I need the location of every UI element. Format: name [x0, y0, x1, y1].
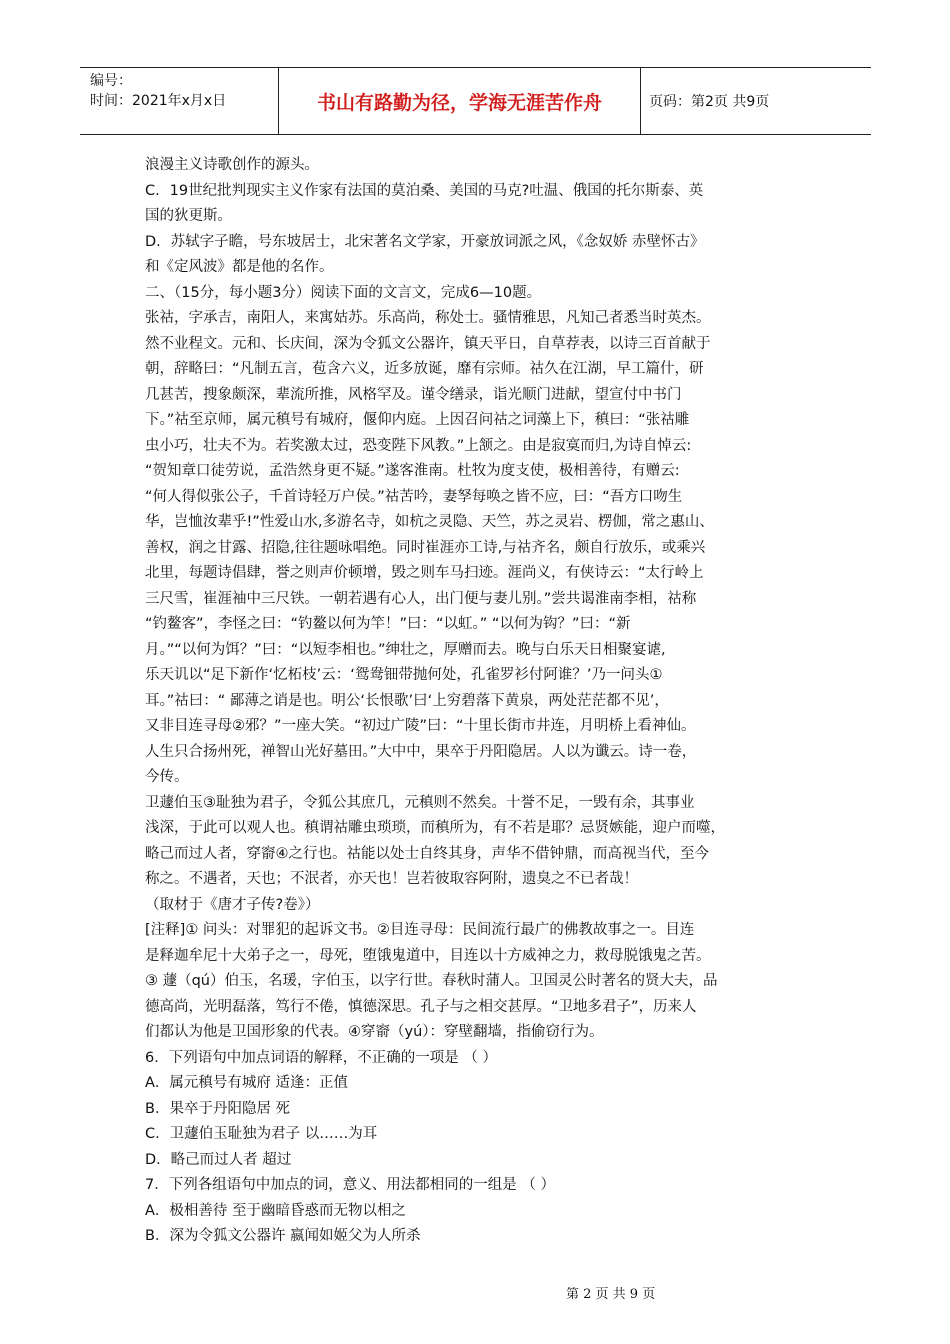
- text-line: 6．下列语句中加点词语的解释，不正确的一项是 （ ）: [145, 1049, 497, 1066]
- text-line: D．略己而过人者 超过: [145, 1151, 292, 1168]
- text-line: 国的狄更斯。: [145, 208, 232, 224]
- text-line: B．深为令狐文公器许 嬴闻如姬父为人所杀: [145, 1228, 421, 1244]
- text-line: 们都认为他是卫国形象的代表。④穿窬（yú）：穿壁翻墙，指偷窃行为。: [145, 1024, 604, 1040]
- text-line: [注释]① 问头：对罪犯的起诉文书。②目连寻母：民间流行最广的佛教故事之一。目连: [145, 922, 695, 938]
- text-line: 下。”祜至京师，属元稹号有城府，偃仰内庭。上因召问祜之词藻上下，稹曰：“张祜雕: [145, 412, 690, 428]
- text-line: （取材于《唐才子传?卷》）: [145, 896, 320, 913]
- footer-page-number: 第 2 页 共 9 页: [566, 1287, 656, 1302]
- text-line: 虫小巧，壮夫不为。若奖激太过，恐变陛下风教。”上颔之。由是寂寞而归,为诗自悼云:: [145, 437, 692, 454]
- page-header: [80, 67, 871, 135]
- text-line: 浅深，于此可以观人也。稹谓祜雕虫琐琐，而稹所为，有不若是耶？忌贤嫉能，迎户而噬，: [145, 820, 725, 836]
- text-line: 浪漫主义诗歌创作的源头。: [145, 157, 319, 173]
- text-line: 卫蘧伯玉③耻独为君子，令狐公其庶几，元稹则不然矣。十誉不足，一毁有余，其事业: [145, 794, 695, 811]
- text-line: “贺知章口徒劳说，孟浩然身更不疑。”遂客淮南。杜牧为度支使，极相善待，有赠云:: [145, 463, 680, 479]
- text-line: C．19世纪批判现实主义作家有法国的莫泊桑、美国的马克?吐温、俄国的托尔斯泰、英: [145, 182, 704, 199]
- text-line: 乐天讥以“足下新作‘忆柘枝’云：‘鸳鸯钿带抛何处，孔雀罗衫付阿谁？’乃一问头①: [145, 667, 663, 683]
- number-label: 编号：: [90, 73, 132, 89]
- text-line: C．卫蘧伯玉耻独为君子 以……为耳: [145, 1126, 378, 1142]
- text-line: A．属元稹号有城府 适逢：正值: [145, 1075, 349, 1091]
- text-line: 和《定风波》都是他的名作。: [145, 259, 334, 275]
- text-line: 又非目连寻母②邪？”一座大笑。“初过广陵”曰：“十里长街市井连，月明桥上看神仙。: [145, 718, 696, 734]
- text-line: 北里，每题诗倡肆，誉之则声价顿增，毁之则车马扫迹。涯尚义，有侠诗云：“太行岭上: [145, 565, 704, 581]
- header-motto: 书山有路勤为径，学海无涯苦作舟: [278, 68, 641, 134]
- text-line: 三尺雪，崔涯袖中三尺铁。一朝若遇有心人，出门便与妻儿别。”尝共谒淮南李相，祜称: [145, 590, 697, 607]
- text-line: 二、（15分，每小题3分）阅读下面的文言文，完成6—10题。: [145, 284, 542, 301]
- header-page-label: 页码：第2页 共9页: [649, 94, 770, 110]
- text-line: 善权，润之甘露、招隐,往往题咏唱绝。同时崔涯亦工诗,与祜齐名，颇自行放乐，或乘兴: [145, 539, 706, 556]
- text-line: 略己而过人者，穿窬④之行也。祜能以处士自终其身，声华不借钟鼎，而高视当代，至今: [145, 845, 709, 862]
- text-line: 7．下列各组语句中加点的词，意义、用法都相同的一组是 （ ）: [145, 1177, 555, 1193]
- text-line: “钓鳌客”，李怪之曰：“钓鳌以何为竿！”曰：“以虹。” “以何为钩？”曰：“新: [145, 616, 631, 632]
- text-line: “何人得似张公子，千首诗轻万户侯。”祜苦吟，妻孥每唤之皆不应，曰：“吾方口吻生: [145, 488, 683, 505]
- text-line: 人生只合扬州死，禅智山光好墓田。”大中中，果卒于丹阳隐居。人以为谶云。诗一卷，: [145, 743, 697, 760]
- text-line: 华，岂恤汝辈乎!”性爱山水,多游名寺，如杭之灵隐、天竺，苏之灵岩、楞伽，常之惠山、: [145, 514, 714, 530]
- text-line: 是释迦牟尼十大弟子之一，母死，堕饿鬼道中，目连以十方威神之力，救母脱饿鬼之苦。: [145, 947, 711, 964]
- text-line: D．苏轼字子瞻，号东坡居士，北宋著名文学家，开豪放词派之风，《念奴娇 赤壁怀古》: [145, 233, 705, 250]
- text-line: 张祜，字承吉，南阳人，来寓姑苏。乐高尚，称处士。骚情雅思，凡知己者悉当时英杰。: [145, 310, 711, 326]
- text-line: 今传。: [145, 769, 189, 785]
- document-body: [145, 153, 810, 1250]
- text-line: 月。”“以何为饵？”曰：“以短李相也。”绅壮之，厚赠而去。晚与白乐天日相聚宴谑,: [145, 641, 666, 658]
- header-meta: [80, 68, 278, 134]
- text-line: B．果卒于丹阳隐居 死: [145, 1100, 291, 1117]
- text-line: 德高尚，光明磊落，笃行不倦，慎德深思。孔子与之相交甚厚。“卫地多君子”，历来人: [145, 998, 697, 1015]
- text-line: 称之。不遇者，天也；不泯者，亦天也！岂若彼取容阿附，遗臭之不已者哉！: [145, 871, 638, 887]
- time-label: 时间：2021年x月x日: [90, 93, 227, 109]
- text-line: 几甚苦，搜象颇深，辈流所推，风格罕及。谨令缮录，诣光顺门进献，望宣付中书门: [145, 386, 682, 403]
- text-line: ③ 蘧（qú）伯玉，名瑗，字伯玉，以字行世。春秋时蒲人。卫国灵公时著名的贤大夫，品: [145, 973, 718, 989]
- text-line: A．极相善待 至于幽暗昏惑而无物以相之: [145, 1202, 407, 1219]
- text-line: 朝，辞略曰：“凡制五言，苞含六义，近多放诞，靡有宗师。祜久在江湖，早工篇什，研: [145, 361, 704, 377]
- text-line: 耳。”祜曰：“ 鄙薄之诮是也。明公‘长恨歌’曰‘上穷碧落下黄泉，两处茫茫都不见’，: [145, 692, 669, 709]
- text-line: 然不业程文。元和、长庆间，深为令狐文公器许，镇天平日，自草荐表，以诗三百首献于: [145, 335, 711, 352]
